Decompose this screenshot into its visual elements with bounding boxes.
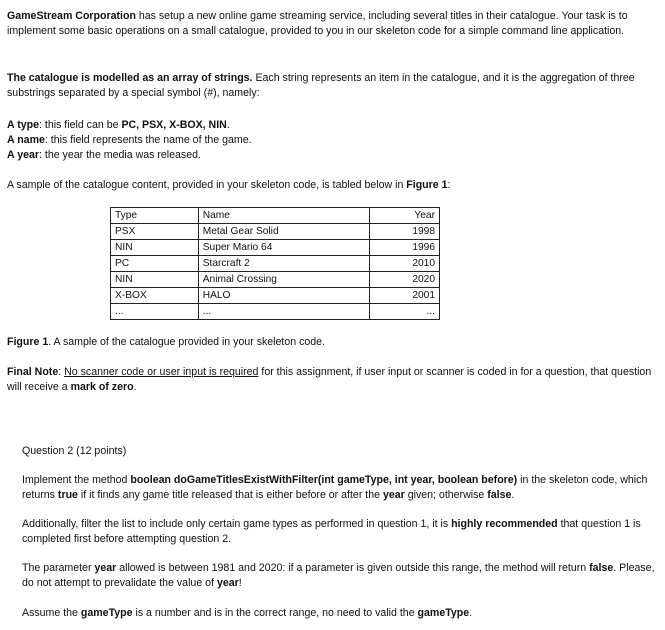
header-name: Name xyxy=(198,208,369,224)
q1-text: in the skeleton code, which returns xyxy=(22,474,648,501)
q1-true: true xyxy=(57,489,78,501)
question-title: Question 2 (12 points) xyxy=(22,445,127,457)
q1-year: year xyxy=(382,489,405,501)
q2-text: Additionally, filter the list to include only certain game types as performed in question 1, it is xyxy=(22,518,452,530)
model-paragraph xyxy=(7,71,659,101)
q3-end: ! xyxy=(238,577,242,589)
cell-year: 2020 xyxy=(370,272,440,288)
table-row xyxy=(111,240,440,256)
cell-year: 1998 xyxy=(370,224,440,240)
q4-end: . xyxy=(469,607,473,619)
intro-paragraph xyxy=(7,9,659,39)
question-paragraph-2 xyxy=(22,517,659,547)
final-note-bold: mark of zero xyxy=(70,381,134,393)
cell-year: ... xyxy=(370,304,440,320)
cell-name: Super Mario 64 xyxy=(198,240,369,256)
q1-text: if it finds any game title released that is either before or after the xyxy=(77,489,383,501)
cell-type: X-BOX xyxy=(111,288,199,304)
figure-caption xyxy=(7,335,659,350)
table-row xyxy=(111,288,440,304)
q1-text: given; otherwise xyxy=(404,489,488,501)
q3-year: year xyxy=(216,577,239,589)
cell-name: HALO xyxy=(198,288,369,304)
final-note-text: for this assignment, if user input or scanner is coded in for a question, that question will receive a xyxy=(7,366,652,393)
field-values: PC, PSX, X-BOX, NIN xyxy=(121,119,227,131)
field-label: A type xyxy=(7,119,39,131)
q4-gametype: gameType xyxy=(80,607,133,619)
cell-year: 2001 xyxy=(370,288,440,304)
table-row xyxy=(111,272,440,288)
final-note-colon: : xyxy=(58,366,65,378)
q3-year: year xyxy=(94,562,117,574)
table-row xyxy=(111,224,440,240)
field-label: A year xyxy=(7,149,39,161)
caption-text: . A sample of the catalogue provided in your skeleton code. xyxy=(48,336,326,348)
q4-text: is a number and is in the correct range, no need to valid the xyxy=(132,607,418,619)
q1-text: Implement the method xyxy=(22,474,131,486)
field-label: A name xyxy=(7,134,45,146)
intro-text: has setup a new online game streaming service, including several titles in their catalogue. Your task is to implement some basic operations on a small catalogue, provided to you in our skeleton code for a simple command line application. xyxy=(7,10,628,37)
q4-gametype: gameType xyxy=(417,607,470,619)
q4-text: Assume the xyxy=(22,607,81,619)
q3-text: The parameter xyxy=(22,562,95,574)
field-desc: : the year the media was released. xyxy=(39,149,201,161)
company-name: GameStream Corporation xyxy=(7,10,136,22)
q3-false: false xyxy=(589,562,614,574)
header-type: Type xyxy=(111,208,199,224)
field-name xyxy=(7,133,659,148)
cell-name: Animal Crossing xyxy=(198,272,369,288)
table-header-row xyxy=(111,208,440,224)
figure-ref: Figure 1 xyxy=(406,179,448,191)
q1-false: false xyxy=(487,489,512,501)
final-note-end: . xyxy=(133,381,137,393)
question-paragraph-3 xyxy=(22,561,659,591)
q2-text: that question 1 is completed first before attempting question 2. xyxy=(22,518,641,545)
cell-name: Starcraft 2 xyxy=(198,256,369,272)
q3-text: . Please, do not attempt to prevalidate the value of xyxy=(22,562,655,589)
final-note-label: Final Note xyxy=(7,366,59,378)
field-desc: : this field can be xyxy=(38,119,122,131)
cell-name: ... xyxy=(198,304,369,320)
q2-bold: highly recommended xyxy=(451,518,558,530)
field-type xyxy=(7,118,659,133)
cell-type: ... xyxy=(111,304,199,320)
field-year xyxy=(7,148,659,163)
catalogue-table xyxy=(110,207,440,320)
sample-intro-text: A sample of the catalogue content, provided in your skeleton code, is tabled below in xyxy=(7,179,407,191)
model-bold: The catalogue is modelled as an array of strings. xyxy=(7,72,253,84)
field-end: . xyxy=(226,119,230,131)
sample-intro xyxy=(7,178,659,193)
field-list xyxy=(7,118,659,163)
cell-year: 2010 xyxy=(370,256,440,272)
sample-intro-end: : xyxy=(447,179,451,191)
header-year: Year xyxy=(370,208,440,224)
q3-text: allowed is between 1981 and 2020: if a parameter is given outside this range, the method will return xyxy=(116,562,590,574)
q1-end: . xyxy=(511,489,515,501)
cell-type: NIN xyxy=(111,240,199,256)
caption-label: Figure 1 xyxy=(7,336,49,348)
cell-year: 1996 xyxy=(370,240,440,256)
question-paragraph-1 xyxy=(22,473,659,503)
cell-type: NIN xyxy=(111,272,199,288)
field-desc: : this field represents the name of the game. xyxy=(44,134,252,146)
final-note-underlined: No scanner code or user input is required xyxy=(64,366,259,378)
cell-type: PSX xyxy=(111,224,199,240)
question-paragraph-4 xyxy=(22,606,659,621)
model-text: Each string represents an item in the catalogue, and it is the aggregation of three substrings separated by a special symbol (#), namely: xyxy=(7,72,635,99)
cell-type: PC xyxy=(111,256,199,272)
table-row xyxy=(111,256,440,272)
cell-name: Metal Gear Solid xyxy=(198,224,369,240)
table-row xyxy=(111,304,440,320)
final-note xyxy=(7,365,659,395)
method-signature: boolean doGameTitlesExistWithFilter(int gameType, int year, boolean before) xyxy=(130,474,518,486)
